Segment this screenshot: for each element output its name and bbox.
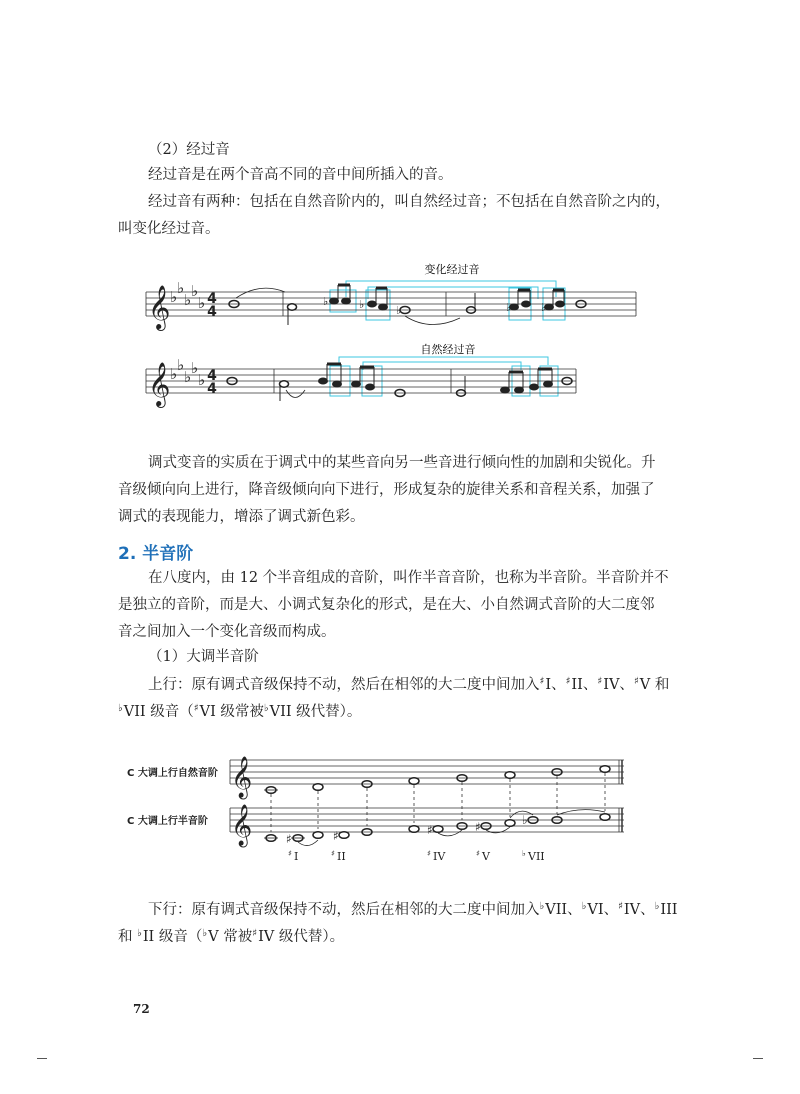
svg-text:IV: IV — [433, 850, 446, 863]
treble-clef-icon: 𝄞 — [231, 757, 253, 798]
paragraph-line: 音级倾向向上进行，降音级倾向向下进行，形成复杂的旋律关系和音程关系，加强了 — [118, 482, 655, 498]
treble-clef-icon: 𝄞 — [148, 362, 171, 406]
crop-mark — [37, 1058, 47, 1059]
paragraph-line: 调式的表现能力，增添了调式新色彩。 — [118, 509, 365, 525]
descending-rule-line: 和 ♭II 级音（♭V 常被♯IV 级代替）。 — [118, 928, 345, 945]
svg-text:♭: ♭ — [191, 282, 199, 300]
note — [505, 772, 515, 779]
ascending-rule-line: 上行：原有调式音级保持不动，然后在相邻的大二度中间加入♯I、♯II、♯IV、♯V 和 — [148, 676, 670, 693]
svg-text:♯: ♯ — [475, 820, 481, 834]
scale-degree-labels — [288, 849, 545, 863]
staff-natural — [230, 760, 624, 784]
paragraph-line: 是独立的音阶，而是大、小调式复杂化的形式，是在大、小自然调式音阶的大二度邻 — [118, 597, 655, 613]
svg-text:4: 4 — [207, 291, 217, 307]
notes-chromatic-scale — [264, 814, 610, 842]
label-chromatic-passing: 变化经过音 — [424, 263, 480, 276]
ascending-rule-line: ♭VII 级音（♯VI 级常被♭VII 级代替）。 — [118, 703, 362, 720]
svg-text:♭: ♭ — [396, 304, 402, 317]
subtitle-major-chromatic: （1）大调半音阶 — [148, 649, 259, 665]
paragraph-line: 经过音是在两个音高不同的音中间所插入的音。 — [148, 167, 453, 183]
note — [409, 778, 419, 785]
svg-text:♭: ♭ — [198, 371, 206, 389]
note — [505, 820, 515, 827]
paragraph-line: 音之间加入一个变化音级而构成。 — [118, 624, 336, 640]
page-number: 72 — [133, 1002, 150, 1016]
section-heading: 2. 半音阶 — [118, 544, 194, 564]
paragraph-line: 在八度内，由 12 个半音组成的音阶，叫作半音音阶，也称为半音阶。半音阶并不 — [148, 570, 669, 586]
svg-text:♭: ♭ — [191, 359, 199, 377]
svg-text:♯: ♯ — [427, 849, 431, 858]
treble-clef-icon: 𝄞 — [148, 285, 171, 329]
paragraph-line: 经过音有两种：包括在自然音阶内的，叫自然经过音；不包括在自然音阶之内的， — [148, 194, 670, 210]
svg-text:♭: ♭ — [323, 295, 329, 308]
svg-text:II: II — [337, 850, 346, 863]
label-natural-scale: C 大调上行自然音阶 — [127, 768, 218, 779]
svg-text:♭: ♭ — [177, 279, 185, 297]
paragraph-line: 叫变化经过音。 — [118, 221, 220, 237]
svg-text:♯: ♯ — [333, 829, 339, 843]
svg-text:♯: ♯ — [331, 849, 335, 858]
svg-text:♯: ♯ — [427, 823, 433, 837]
svg-text:♭: ♭ — [359, 298, 365, 311]
svg-text:VII: VII — [528, 850, 545, 863]
svg-text:4: 4 — [207, 368, 217, 384]
note — [313, 784, 323, 791]
accidentals-chromatic — [286, 813, 528, 846]
ties-chromatic — [298, 810, 605, 846]
svg-text:♯: ♯ — [288, 849, 292, 858]
svg-text:♭: ♭ — [506, 301, 512, 314]
label-chromatic-scale: C 大调上行半音阶 — [127, 816, 208, 827]
note — [409, 826, 419, 833]
subtitle-passing-tone: （2）经过音 — [148, 142, 230, 158]
svg-text:♭: ♭ — [170, 365, 178, 383]
note — [600, 814, 610, 821]
svg-text:♭: ♭ — [522, 849, 526, 858]
note — [339, 832, 349, 839]
svg-text:♭: ♭ — [184, 291, 192, 309]
note — [313, 832, 323, 839]
svg-text:I: I — [294, 850, 299, 863]
svg-text:♭: ♭ — [170, 288, 178, 306]
note — [600, 766, 610, 773]
svg-text:♭: ♭ — [522, 813, 528, 827]
svg-text:♭: ♭ — [177, 356, 185, 374]
paragraph-line: 调式变音的实质在于调式中的某些音向另一些音进行倾向性的加剧和尖锐化。升 — [148, 455, 656, 471]
descending-rule-line: 下行：原有调式音级保持不动，然后在相邻的大二度中间加入♭VII、♭VI、♯IV、♭III — [148, 901, 678, 918]
svg-text:4: 4 — [207, 304, 217, 320]
svg-text:♭: ♭ — [184, 368, 192, 386]
svg-text:♯: ♯ — [286, 832, 292, 846]
crop-mark — [753, 1058, 763, 1059]
svg-text:V: V — [482, 850, 490, 863]
svg-text:4: 4 — [207, 381, 217, 397]
svg-text:♭: ♭ — [198, 294, 206, 312]
notes-natural-scale — [264, 766, 610, 794]
note — [433, 826, 443, 833]
label-natural-passing: 自然经过音 — [420, 343, 476, 356]
svg-text:♯: ♯ — [476, 849, 480, 858]
svg-text:♭: ♭ — [541, 301, 547, 314]
treble-clef-icon: 𝄞 — [231, 805, 253, 846]
